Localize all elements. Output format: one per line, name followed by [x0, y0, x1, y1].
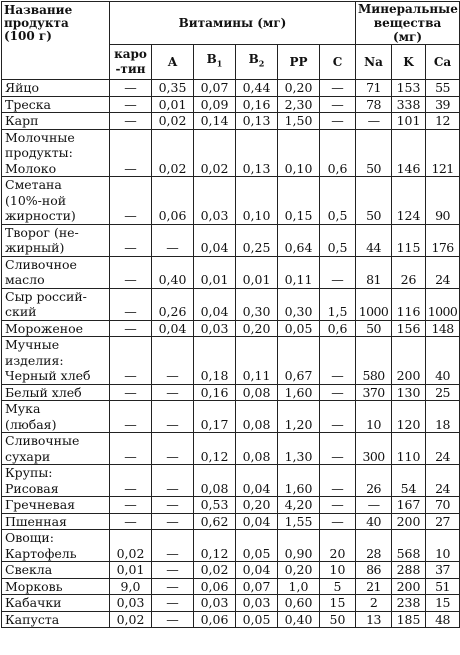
product-name-cell: [2, 401, 110, 433]
value-cell: 200: [392, 513, 426, 530]
value-cell: 0,40: [278, 611, 320, 628]
table-row: [2, 497, 460, 514]
value-cell: 5: [320, 578, 356, 595]
value-cell: 0,09: [194, 96, 236, 113]
value-cell: 27: [426, 513, 460, 530]
value-cell: 338: [392, 96, 426, 113]
value-cell: —: [356, 113, 392, 130]
product-name-line: (любая): [5, 416, 57, 432]
value-cell: 0,02: [110, 611, 152, 628]
table-row: [2, 401, 460, 433]
value-cell: 0,13: [236, 113, 278, 130]
product-name-line: Карп: [5, 113, 39, 128]
vitamin-column-subscript: 1: [216, 58, 223, 69]
value-cell: 0,30: [278, 288, 320, 320]
value-cell: 0,06: [152, 177, 194, 225]
product-name-line: ский: [5, 304, 37, 319]
value-cell: 24: [426, 465, 460, 497]
value-cell: 10: [426, 530, 460, 562]
value-cell: 9,0: [110, 578, 152, 595]
mineral-column-header: Ca: [426, 45, 460, 80]
value-cell: 0,10: [278, 129, 320, 177]
vitamins-group-header: Витамины (мг): [110, 2, 356, 45]
value-cell: 25: [426, 384, 460, 401]
value-cell: —: [320, 337, 356, 385]
value-cell: 0,90: [278, 530, 320, 562]
table-row: [2, 113, 460, 130]
value-cell: —: [110, 465, 152, 497]
value-cell: 10: [320, 562, 356, 579]
value-cell: 51: [426, 578, 460, 595]
value-cell: —: [320, 465, 356, 497]
value-cell: 12: [426, 113, 460, 130]
vitamin-column-label: C: [332, 54, 343, 69]
vitamin-column-header: [194, 45, 236, 80]
value-cell: 1000: [356, 288, 392, 320]
product-name-line: Треска: [5, 96, 52, 112]
value-cell: —: [110, 113, 152, 130]
value-cell: 121: [426, 129, 460, 177]
product-name-cell: [2, 384, 110, 401]
table-row: [2, 513, 460, 530]
value-cell: 1,50: [278, 113, 320, 130]
value-cell: —: [320, 113, 356, 130]
vitamin-column-label: каро-тин: [114, 47, 147, 76]
product-name-line: Молочные: [5, 129, 75, 145]
product-name-line: (10%-ной: [5, 192, 67, 208]
value-cell: 185: [392, 611, 426, 628]
value-cell: —: [110, 320, 152, 337]
value-cell: 0,02: [152, 113, 194, 130]
value-cell: —: [152, 530, 194, 562]
product-name-line: Творог (не-: [5, 224, 79, 240]
value-cell: 167: [392, 497, 426, 514]
nutrition-table-page: [1, 1, 459, 653]
product-name-line: Пшенная: [5, 513, 67, 529]
product-name-line: Крупы:: [5, 465, 53, 480]
value-cell: 0,60: [278, 595, 320, 612]
value-cell: 116: [392, 288, 426, 320]
table-row: [2, 578, 460, 595]
product-name-cell: [2, 611, 110, 628]
value-cell: 2: [356, 595, 392, 612]
value-cell: 0,01: [236, 256, 278, 288]
value-cell: 0,08: [236, 433, 278, 465]
value-cell: —: [152, 562, 194, 579]
value-cell: 0,07: [194, 80, 236, 97]
product-name-cell: [2, 433, 110, 465]
product-name-line: Овощи:: [5, 530, 54, 545]
table-row: [2, 224, 460, 256]
value-cell: 176: [426, 224, 460, 256]
value-cell: 0,03: [194, 177, 236, 225]
product-header-line: Название: [4, 3, 73, 17]
product-name-cell: [2, 113, 110, 130]
table-row: [2, 177, 460, 225]
value-cell: 0,67: [278, 337, 320, 385]
value-cell: 4,20: [278, 497, 320, 514]
value-cell: —: [356, 497, 392, 514]
value-cell: 110: [392, 433, 426, 465]
value-cell: 0,13: [236, 129, 278, 177]
product-name-cell: [2, 80, 110, 97]
value-cell: —: [152, 465, 194, 497]
table-row: [2, 530, 460, 562]
value-cell: 26: [392, 256, 426, 288]
value-cell: 0,03: [194, 595, 236, 612]
mineral-column-header: Na: [356, 45, 392, 80]
value-cell: 0,06: [194, 578, 236, 595]
value-cell: 50: [356, 129, 392, 177]
product-column-header: [2, 2, 110, 80]
vitamin-column-header: [110, 45, 152, 80]
mineral-column-header: K: [392, 45, 426, 80]
value-cell: —: [152, 497, 194, 514]
product-name-line: Гречневая: [5, 497, 76, 512]
product-name-cell: [2, 595, 110, 612]
value-cell: 101: [392, 113, 426, 130]
table-row: [2, 611, 460, 628]
value-cell: —: [110, 513, 152, 530]
value-cell: 0,6: [320, 320, 356, 337]
value-cell: 288: [392, 562, 426, 579]
product-name-line: Морковь: [5, 578, 63, 594]
value-cell: 1,5: [320, 288, 356, 320]
product-name-line: Мороженое: [5, 320, 84, 336]
value-cell: —: [152, 384, 194, 401]
value-cell: 54: [392, 465, 426, 497]
value-cell: 156: [392, 320, 426, 337]
value-cell: 0,16: [194, 384, 236, 401]
value-cell: —: [110, 384, 152, 401]
value-cell: 0,17: [194, 401, 236, 433]
value-cell: 148: [426, 320, 460, 337]
vitamin-column-label: PP: [289, 54, 308, 69]
value-cell: 24: [426, 433, 460, 465]
value-cell: 0,04: [194, 288, 236, 320]
value-cell: 238: [392, 595, 426, 612]
value-cell: 1000: [426, 288, 460, 320]
product-name-cell: [2, 530, 110, 562]
product-name-line: Мука: [5, 401, 41, 416]
value-cell: 0,06: [194, 611, 236, 628]
product-name-line: Свекла: [5, 562, 53, 577]
product-name-line: Яйцо: [5, 80, 39, 95]
value-cell: 0,14: [194, 113, 236, 130]
value-cell: 37: [426, 562, 460, 579]
vitamin-column-header: [278, 45, 320, 80]
product-name-cell: [2, 320, 110, 337]
product-name-cell: [2, 513, 110, 530]
value-cell: —: [152, 513, 194, 530]
table-row: [2, 129, 460, 177]
value-cell: —: [320, 256, 356, 288]
value-cell: 300: [356, 433, 392, 465]
product-name-cell: [2, 465, 110, 497]
value-cell: 48: [426, 611, 460, 628]
product-header-line: продукта: [4, 16, 69, 30]
value-cell: 200: [392, 337, 426, 385]
value-cell: 0,25: [236, 224, 278, 256]
value-cell: 0,01: [152, 96, 194, 113]
value-cell: 0,04: [194, 224, 236, 256]
value-cell: 115: [392, 224, 426, 256]
vitamin-column-subscript: 2: [258, 58, 265, 69]
value-cell: —: [110, 337, 152, 385]
product-name-line: масло: [5, 272, 45, 287]
value-cell: 0,03: [194, 320, 236, 337]
product-name-line: Сыр россий-: [5, 288, 87, 304]
value-cell: 28: [356, 530, 392, 562]
product-name-line: продукты:: [5, 145, 73, 160]
table-row: [2, 595, 460, 612]
vitamin-column-header: [320, 45, 356, 80]
product-name-cell: [2, 562, 110, 579]
value-cell: 0,11: [278, 256, 320, 288]
value-cell: —: [320, 513, 356, 530]
product-name-cell: [2, 337, 110, 385]
vitamin-column-label: B: [206, 52, 217, 67]
value-cell: 21: [356, 578, 392, 595]
value-cell: —: [110, 224, 152, 256]
value-cell: 200: [392, 578, 426, 595]
product-name-line: Рисовая: [5, 480, 59, 496]
value-cell: 0,04: [236, 562, 278, 579]
value-cell: 0,07: [236, 578, 278, 595]
value-cell: 44: [356, 224, 392, 256]
product-name-cell: [2, 497, 110, 514]
table-body: [2, 80, 460, 628]
value-cell: 0,05: [236, 530, 278, 562]
product-header-line: (100 г): [4, 29, 52, 43]
value-cell: 0,12: [194, 530, 236, 562]
value-cell: 20: [320, 530, 356, 562]
product-name-cell: [2, 177, 110, 225]
product-name-line: Кабачки: [5, 595, 62, 610]
value-cell: —: [110, 288, 152, 320]
value-cell: 370: [356, 384, 392, 401]
value-cell: 568: [392, 530, 426, 562]
value-cell: 130: [392, 384, 426, 401]
value-cell: 0,08: [236, 384, 278, 401]
value-cell: —: [320, 401, 356, 433]
value-cell: —: [320, 497, 356, 514]
value-cell: 0,62: [194, 513, 236, 530]
value-cell: 0,08: [194, 465, 236, 497]
value-cell: 0,6: [320, 129, 356, 177]
table-row: [2, 433, 460, 465]
value-cell: —: [110, 256, 152, 288]
vitamin-column-header: [152, 45, 194, 80]
value-cell: 50: [356, 177, 392, 225]
value-cell: 1,60: [278, 384, 320, 401]
value-cell: 50: [320, 611, 356, 628]
table-row: [2, 96, 460, 113]
value-cell: 0,53: [194, 497, 236, 514]
product-name-cell: [2, 96, 110, 113]
value-cell: 0,04: [236, 465, 278, 497]
value-cell: —: [110, 129, 152, 177]
product-name-line: жирности): [5, 208, 76, 223]
value-cell: 1,30: [278, 433, 320, 465]
value-cell: —: [152, 611, 194, 628]
product-name-line: Капуста: [5, 611, 60, 627]
value-cell: 0,5: [320, 224, 356, 256]
value-cell: 71: [356, 80, 392, 97]
value-cell: 120: [392, 401, 426, 433]
value-cell: —: [110, 401, 152, 433]
value-cell: 0,04: [152, 320, 194, 337]
value-cell: 0,01: [194, 256, 236, 288]
value-cell: 0,11: [236, 337, 278, 385]
product-name-line: Сметана: [5, 177, 62, 192]
table-row: [2, 288, 460, 320]
value-cell: —: [320, 433, 356, 465]
value-cell: 0,18: [194, 337, 236, 385]
product-name-cell: [2, 129, 110, 177]
value-cell: 15: [426, 595, 460, 612]
value-cell: —: [152, 578, 194, 595]
table-row: [2, 465, 460, 497]
value-cell: 0,12: [194, 433, 236, 465]
value-cell: 0,16: [236, 96, 278, 113]
value-cell: 2,30: [278, 96, 320, 113]
value-cell: 24: [426, 256, 460, 288]
value-cell: 55: [426, 80, 460, 97]
product-name-cell: [2, 224, 110, 256]
value-cell: 0,05: [278, 320, 320, 337]
minerals-group-header: Минеральные вещества (мг): [356, 2, 460, 45]
value-cell: 90: [426, 177, 460, 225]
value-cell: 0,30: [236, 288, 278, 320]
value-cell: 70: [426, 497, 460, 514]
table-row: [2, 562, 460, 579]
value-cell: 0,64: [278, 224, 320, 256]
value-cell: 0,35: [152, 80, 194, 97]
value-cell: 0,44: [236, 80, 278, 97]
value-cell: 124: [392, 177, 426, 225]
value-cell: —: [152, 595, 194, 612]
product-name-line: Мучные: [5, 337, 60, 352]
value-cell: 0,01: [110, 562, 152, 579]
table-row: [2, 80, 460, 97]
nutrition-table: [1, 1, 460, 628]
table-row: [2, 256, 460, 288]
value-cell: —: [110, 80, 152, 97]
value-cell: 1,0: [278, 578, 320, 595]
value-cell: —: [152, 224, 194, 256]
value-cell: —: [320, 384, 356, 401]
value-cell: 0,15: [278, 177, 320, 225]
product-name-line: сухари: [5, 448, 51, 464]
value-cell: 0,02: [194, 562, 236, 579]
value-cell: 0,08: [236, 401, 278, 433]
product-name-line: Сливочные: [5, 433, 80, 448]
value-cell: 1,20: [278, 401, 320, 433]
value-cell: —: [152, 401, 194, 433]
value-cell: 86: [356, 562, 392, 579]
value-cell: 0,05: [236, 611, 278, 628]
value-cell: 1,60: [278, 465, 320, 497]
value-cell: 0,03: [110, 595, 152, 612]
value-cell: 146: [392, 129, 426, 177]
value-cell: 13: [356, 611, 392, 628]
value-cell: 78: [356, 96, 392, 113]
vitamin-column-label: A: [167, 54, 178, 69]
value-cell: —: [152, 433, 194, 465]
product-name-line: изделия:: [5, 352, 64, 368]
table-row: [2, 320, 460, 337]
value-cell: 0,02: [194, 129, 236, 177]
value-cell: 40: [356, 513, 392, 530]
value-cell: —: [110, 177, 152, 225]
value-cell: 39: [426, 96, 460, 113]
product-name-line: жирный): [5, 240, 65, 255]
value-cell: 0,04: [236, 513, 278, 530]
value-cell: 580: [356, 337, 392, 385]
value-cell: 0,20: [278, 562, 320, 579]
value-cell: 0,20: [236, 320, 278, 337]
product-name-line: Картофель: [5, 545, 77, 561]
value-cell: —: [152, 337, 194, 385]
value-cell: 26: [356, 465, 392, 497]
value-cell: 0,5: [320, 177, 356, 225]
value-cell: 10: [356, 401, 392, 433]
product-name-line: Белый хлеб: [5, 384, 82, 400]
value-cell: 0,40: [152, 256, 194, 288]
value-cell: 15: [320, 595, 356, 612]
table-row: [2, 337, 460, 385]
value-cell: 0,10: [236, 177, 278, 225]
product-name-cell: [2, 578, 110, 595]
value-cell: —: [320, 96, 356, 113]
value-cell: 50: [356, 320, 392, 337]
product-name-cell: [2, 256, 110, 288]
value-cell: —: [110, 96, 152, 113]
product-name-line: Черный хлеб: [5, 368, 91, 383]
product-name-line: Сливочное: [5, 256, 77, 272]
value-cell: 18: [426, 401, 460, 433]
value-cell: 0,20: [236, 497, 278, 514]
value-cell: —: [110, 497, 152, 514]
value-cell: 0,02: [110, 530, 152, 562]
value-cell: 40: [426, 337, 460, 385]
value-cell: 81: [356, 256, 392, 288]
value-cell: 153: [392, 80, 426, 97]
table-row: [2, 384, 460, 401]
product-name-cell: [2, 288, 110, 320]
product-name-line: Молоко: [5, 160, 57, 176]
vitamin-column-label: B: [248, 52, 259, 67]
value-cell: 0,20: [278, 80, 320, 97]
value-cell: 0,02: [152, 129, 194, 177]
value-cell: 0,26: [152, 288, 194, 320]
value-cell: —: [320, 80, 356, 97]
value-cell: 0,03: [236, 595, 278, 612]
value-cell: 1,55: [278, 513, 320, 530]
vitamin-column-header: [236, 45, 278, 80]
value-cell: —: [110, 433, 152, 465]
